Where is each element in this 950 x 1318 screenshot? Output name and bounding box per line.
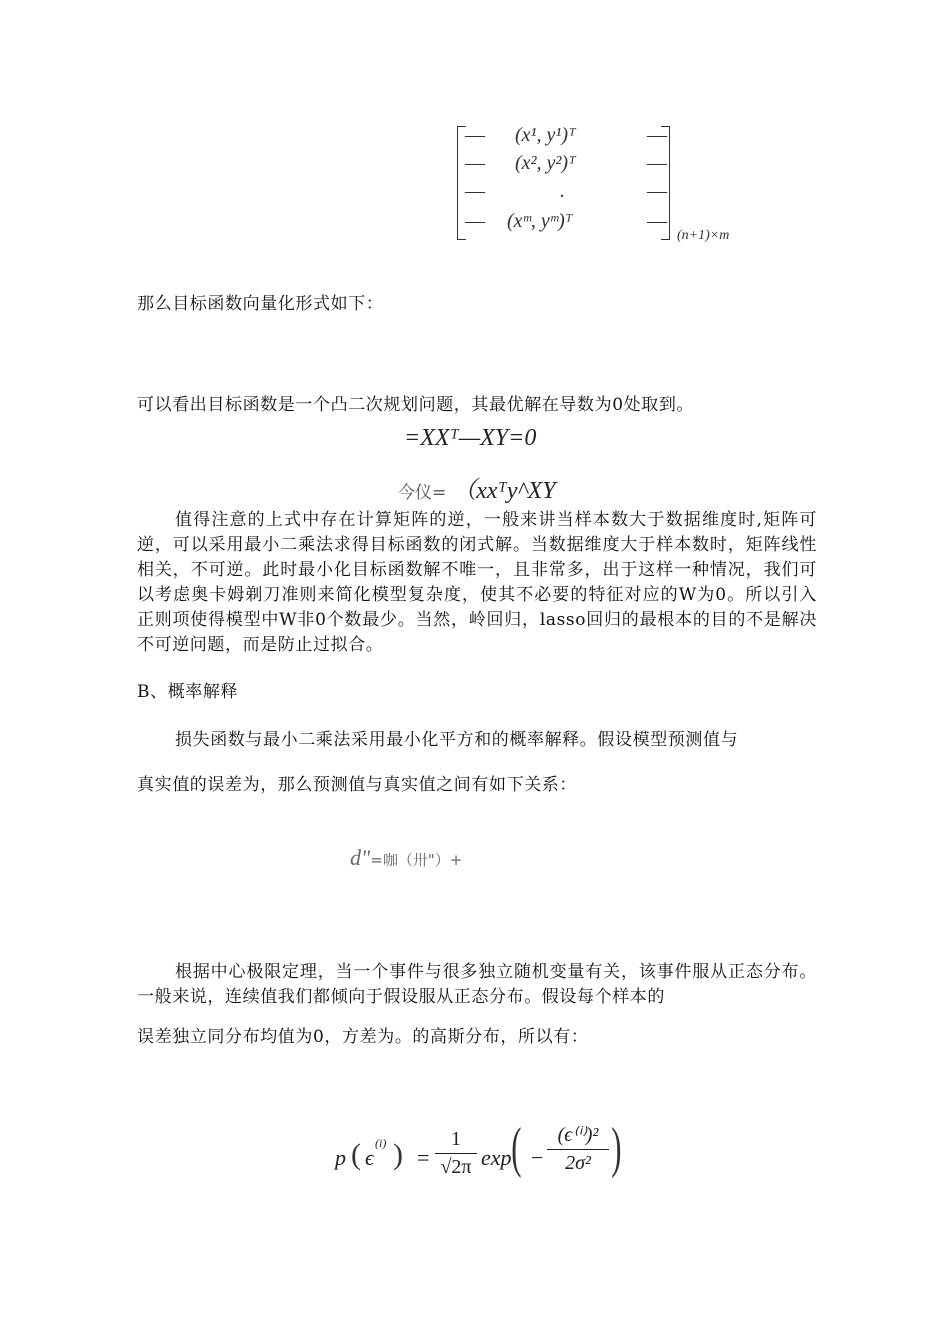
formula-closed-form: 今仪= （xxᵀy^XY xyxy=(398,478,556,504)
matrix-row-4-entry: (xᵐ, yᵐ)ᵀ xyxy=(507,210,573,232)
formula-prediction-relation: d"=咖（卅"）+ xyxy=(350,845,463,870)
matrix-row-4: — (xᵐ, yᵐ)ᵀ — xyxy=(465,210,667,232)
gaussian-normalizer: 1 √2π xyxy=(435,1128,477,1179)
gaussian-exponent-fraction: (ϵ⁽ⁱ⁾)² 2σ² xyxy=(547,1122,609,1175)
matrix-row-3: — . — xyxy=(465,180,667,202)
matrix-row-1-entry: (x¹, y¹)ᵀ xyxy=(515,124,576,146)
matrix-row-2: — (x², y²)ᵀ — xyxy=(465,152,667,174)
matrix-right-bracket xyxy=(661,126,670,240)
matrix-row-2-entry: (x², y²)ᵀ xyxy=(515,152,576,174)
paragraph-gaussian-assumption: 误差独立同分布均值为0，方差为。的高斯分布，所以有： xyxy=(137,1027,589,1047)
paragraph-vectorized-intro: 那么目标函数向量化形式如下： xyxy=(137,294,384,314)
formula-gaussian-density: p ( ϵ (i) ) = 1 √2π exp ( − (ϵ⁽ⁱ⁾)² 2σ² ) xyxy=(335,1117,622,1179)
formula-derivative-zero: =XXᵀ—XY=0 xyxy=(404,425,537,451)
paragraph-matrix-inverse: 值得注意的上式中存在计算矩阵的逆，一般来讲当样本数大于数据维度时,矩阵可逆，可以采用最小二乘法求得目标函数的闭式解。当数据维度大于样本数时，矩阵线性相关，不可逆。此时最小化目标函数解不唯一，且非常多，出于这样一种情况，我们可以考虑奥卡姆剃刀准则来简化模型复杂度，使其不必要的特征对应的W为0。所以引入正则项使得模型中W非0个数最少。当然，岭回归，lasso回归的最根本的目的不是解决不可逆问题，而是防止过拟合。 xyxy=(137,510,817,655)
paragraph-central-limit: 根据中心极限定理，当一个事件与很多独立随机变量有关，该事件服从正态分布。一般来说，连续值我们都倾向于假设服从正态分布。假设每个样本的 xyxy=(137,962,817,1007)
paragraph-convex-problem: 可以看出目标函数是一个凸二次规划问题，其最优解在导数为0处取到。 xyxy=(137,395,695,415)
paragraph-error-relation: 真实值的误差为，那么预测值与真实值之间有如下关系： xyxy=(137,775,577,795)
matrix-row-1: — (x¹, y¹)ᵀ — xyxy=(465,124,667,146)
data-matrix xyxy=(455,118,755,248)
paragraph-loss-probability: 损失函数与最小二乘法采用最小化平方和的概率解释。假设模型预测值与 xyxy=(175,730,739,750)
section-heading-probability: B、概率解释 xyxy=(137,682,239,702)
matrix-dimension-subscript: (n+1)×m xyxy=(677,228,730,243)
matrix-row-3-entry: . xyxy=(560,180,565,202)
